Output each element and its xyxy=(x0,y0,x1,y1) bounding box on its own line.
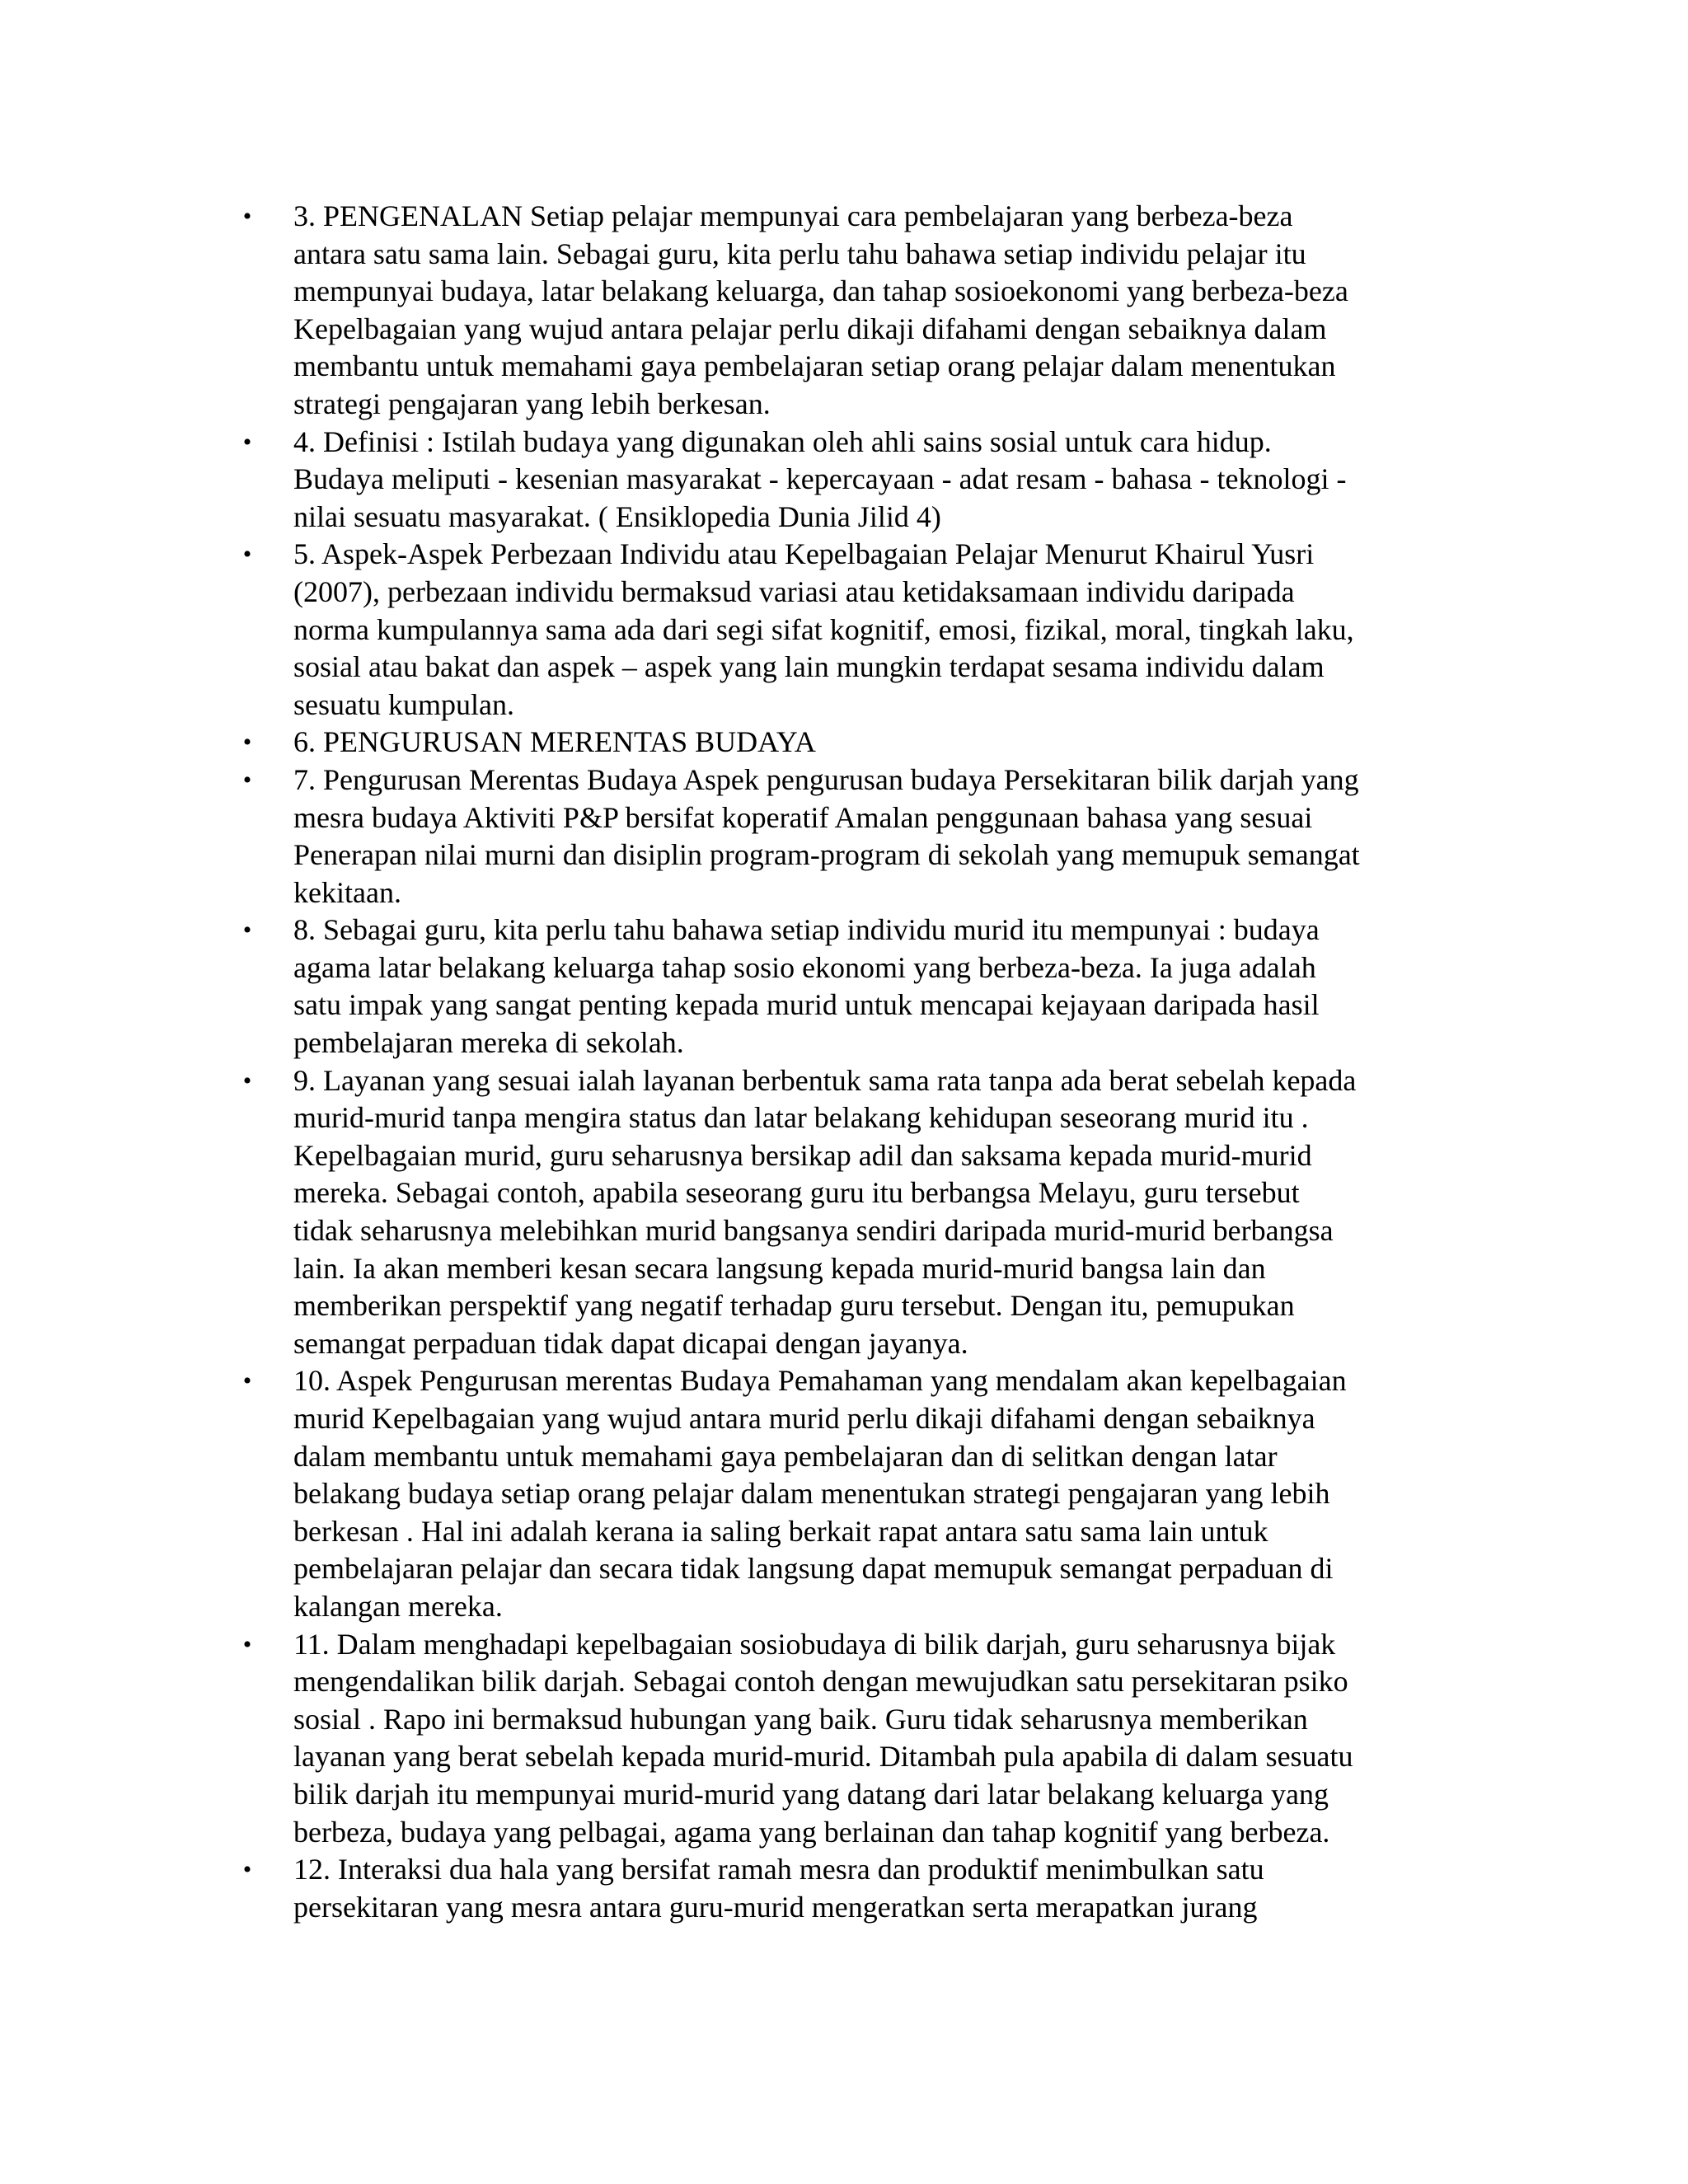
text-line: Budaya meliputi - kesenian masyarakat - kepercayaan - adat resam - bahasa - teknologi - xyxy=(293,462,1347,496)
bullet-list xyxy=(239,198,1475,1926)
list-item-text xyxy=(293,724,1475,762)
list-item xyxy=(239,198,1475,424)
bullet-icon: • xyxy=(242,916,252,944)
text-line: 5. Aspek-Aspek Perbezaan Individu atau Kepelbagaian Pelajar Menurut Khairul Yusri xyxy=(293,537,1315,571)
text-line: semangat perpaduan tidak dapat dicapai dengan jayanya. xyxy=(293,1326,968,1360)
text-line: (2007), perbezaan individu bermaksud variasi atau ketidaksamaan individu daripada xyxy=(293,574,1295,608)
list-item-text xyxy=(293,1362,1475,1625)
list-item-text xyxy=(293,912,1475,1062)
bullet-icon: • xyxy=(242,203,252,230)
list-item xyxy=(239,536,1475,724)
text-line: agama latar belakang keluarga tahap sosio ekonomi yang berbeza-beza. Ia juga adalah xyxy=(293,950,1316,984)
text-line: berkesan . Hal ini adalah kerana ia saling berkait rapat antara satu sama lain untuk xyxy=(293,1514,1268,1548)
bullet-icon: • xyxy=(242,729,252,757)
text-line: kalangan mereka. xyxy=(293,1589,503,1623)
text-line: 12. Interaksi dua hala yang bersifat ramah mesra dan produktif menimbulkan satu xyxy=(293,1853,1264,1886)
text-line: berbeza, budaya yang pelbagai, agama yang berlainan dan tahap kognitif yang berbeza. xyxy=(293,1815,1330,1849)
text-line: pembelajaran mereka di sekolah. xyxy=(293,1026,684,1060)
text-line: pembelajaran pelajar dan secara tidak langsung dapat memupuk semangat perpaduan di xyxy=(293,1552,1334,1586)
list-item xyxy=(239,1362,1475,1625)
bullet-icon: • xyxy=(242,1066,252,1094)
text-line: persekitaran yang mesra antara guru-murid mengeratkan serta merapatkan jurang xyxy=(293,1890,1258,1924)
bullet-icon: • xyxy=(242,428,252,456)
text-line: satu impak yang sangat penting kepada murid untuk mencapai kejayaan daripada hasil xyxy=(293,988,1320,1022)
text-line: 11. Dalam menghadapi kepelbagaian sosiobudaya di bilik darjah, guru seharusnya bijak xyxy=(293,1627,1336,1661)
text-line: membantu untuk memahami gaya pembelajaran setiap orang pelajar dalam menentukan xyxy=(293,349,1336,383)
text-line: 9. Layanan yang sesuai ialah layanan berbentuk sama rata tanpa ada berat sebelah kepada xyxy=(293,1063,1357,1097)
text-line: Penerapan nilai murni dan disiplin program-program di sekolah yang memupuk semangat xyxy=(293,838,1360,872)
list-item xyxy=(239,1851,1475,1926)
text-line: mereka. Sebagai contoh, apabila seseorang guru itu berbangsa Melayu, guru tersebut xyxy=(293,1176,1300,1210)
text-line: strategi pengajaran yang lebih berkesan. xyxy=(293,387,771,420)
list-item-text xyxy=(293,762,1475,912)
list-item-text xyxy=(293,198,1475,424)
text-line: layanan yang berat sebelah kepada murid-murid. Ditambah pula apabila di dalam sesuatu xyxy=(293,1740,1353,1774)
list-item xyxy=(239,424,1475,537)
text-line: dalam membantu untuk memahami gaya pembelajaran dan di selitkan dengan latar xyxy=(293,1439,1278,1473)
text-line: memberikan perspektif yang negatif terhadap guru tersebut. Dengan itu, pemupukan xyxy=(293,1289,1295,1323)
text-line: mempunyai budaya, latar belakang keluarga, dan tahap sosioekonomi yang berbeza-beza xyxy=(293,274,1348,308)
text-line: Kepelbagaian yang wujud antara pelajar perlu dikaji difahami dengan sebaiknya dalam xyxy=(293,312,1327,345)
text-line: 6. PENGURUSAN MERENTAS BUDAYA xyxy=(293,725,816,759)
text-line: sosial atau bakat dan aspek – aspek yang lain mungkin terdapat sesama individu dalam xyxy=(293,650,1325,684)
text-line: Kepelbagaian murid, guru seharusnya bersikap adil dan saksama kepada murid-murid xyxy=(293,1138,1312,1172)
text-line: bilik darjah itu mempunyai murid-murid yang datang dari latar belakang keluarga yang xyxy=(293,1777,1329,1811)
list-item xyxy=(239,724,1475,762)
text-line: 7. Pengurusan Merentas Budaya Aspek pengurusan budaya Persekitaran bilik darjah yang xyxy=(293,762,1359,796)
list-item xyxy=(239,1626,1475,1852)
list-item xyxy=(239,1062,1475,1363)
text-line: kekitaan. xyxy=(293,875,401,909)
text-line: 10. Aspek Pengurusan merentas Budaya Pemahaman yang mendalam akan kepelbagaian xyxy=(293,1364,1347,1398)
text-line: lain. Ia akan memberi kesan secara langsung kepada murid-murid bangsa lain dan xyxy=(293,1251,1266,1285)
list-item-text xyxy=(293,536,1475,724)
bullet-icon: • xyxy=(242,766,252,794)
bullet-icon: • xyxy=(242,1856,252,1884)
text-line: norma kumpulannya sama ada dari segi sifat kognitif, emosi, fizikal, moral, tingkah laku, xyxy=(293,612,1354,646)
bullet-icon: • xyxy=(242,541,252,569)
text-line: belakang budaya setiap orang pelajar dalam menentukan strategi pengajaran yang lebih xyxy=(293,1477,1330,1511)
text-line: 3. PENGENALAN Setiap pelajar mempunyai cara pembelajaran yang berbeza-beza xyxy=(293,199,1293,232)
list-item-text xyxy=(293,424,1475,537)
text-line: sesuatu kumpulan. xyxy=(293,687,514,721)
list-item-text xyxy=(293,1851,1475,1926)
text-line: 8. Sebagai guru, kita perlu tahu bahawa setiap individu murid itu mempunyai : budaya xyxy=(293,913,1320,947)
text-line: sosial . Rapo ini bermaksud hubungan yang baik. Guru tidak seharusnya memberikan xyxy=(293,1702,1308,1736)
text-line: mesra budaya Aktiviti P&P bersifat koperatif Amalan penggunaan bahasa yang sesuai xyxy=(293,800,1313,834)
text-line: antara satu sama lain. Sebagai guru, kita perlu tahu bahawa setiap individu pelajar itu xyxy=(293,237,1306,270)
list-item xyxy=(239,762,1475,912)
text-line: tidak seharusnya melebihkan murid bangsanya sendiri daripada murid-murid berbangsa xyxy=(293,1214,1334,1248)
list-item-text xyxy=(293,1626,1475,1852)
text-line: mengendalikan bilik darjah. Sebagai contoh dengan mewujudkan satu persekitaran psiko xyxy=(293,1665,1348,1699)
text-line: nilai sesuatu masyarakat. ( Ensiklopedia Dunia Jilid 4) xyxy=(293,499,941,533)
list-item xyxy=(239,912,1475,1062)
text-line: 4. Definisi : Istilah budaya yang digunakan oleh ahli sains sosial untuk cara hidup. xyxy=(293,424,1272,458)
text-line: murid Kepelbagaian yang wujud antara murid perlu dikaji difahami dengan sebaiknya xyxy=(293,1402,1315,1435)
bullet-icon: • xyxy=(242,1630,252,1658)
list-item-text xyxy=(293,1062,1475,1363)
bullet-icon: • xyxy=(242,1367,252,1395)
text-line: murid-murid tanpa mengira status dan latar belakang kehidupan seseorang murid itu . xyxy=(293,1101,1309,1135)
